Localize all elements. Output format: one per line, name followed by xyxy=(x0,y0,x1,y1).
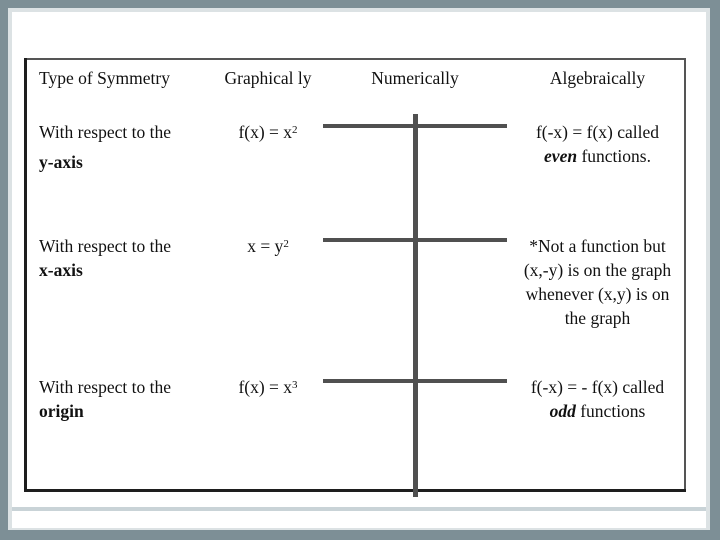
algebra-cell xyxy=(511,114,685,228)
type-line1: With respect to the xyxy=(39,121,171,142)
t-chart-vertical-line xyxy=(413,226,418,377)
algebra-pre: f(-x) = - f(x) called xyxy=(530,376,665,397)
header-row xyxy=(26,59,686,114)
equation-exponent: 2 xyxy=(292,123,298,136)
algebra-cell xyxy=(511,369,685,491)
symmetry-type-cell xyxy=(26,228,218,369)
t-chart-vertical-line xyxy=(413,367,418,497)
equation-base: f(x) = x xyxy=(238,121,293,142)
equation-base: x = y xyxy=(247,235,284,256)
t-chart xyxy=(325,234,505,369)
t-chart-vertical-line xyxy=(413,114,418,236)
type-line1: With respect to the xyxy=(39,376,171,397)
graph-equation-cell xyxy=(217,369,319,491)
type-line2: x-axis xyxy=(39,259,83,280)
numeric-cell xyxy=(319,228,511,369)
algebra-emphasis: odd xyxy=(549,400,576,421)
table-row xyxy=(26,114,686,228)
algebra-cell: *Not a function but (x,-y) is on the graph whenever (x,y) is on the graph xyxy=(523,235,672,328)
algebra-post: functions. xyxy=(577,145,651,166)
symmetry-table xyxy=(24,58,686,492)
numeric-cell xyxy=(319,114,511,228)
algebra-post: functions xyxy=(575,400,646,421)
header-numerical: Numerically xyxy=(371,68,459,88)
equation-exponent: 3 xyxy=(292,378,298,391)
equation-exponent: 2 xyxy=(283,237,289,250)
type-line2: y-axis xyxy=(39,151,83,172)
type-line1: With respect to the xyxy=(39,235,171,256)
header-type: Type of Symmetry xyxy=(39,68,170,88)
t-chart xyxy=(325,375,505,489)
algebra-pre: f(-x) = f(x) called xyxy=(535,121,660,142)
equation-base: f(x) = x xyxy=(238,376,293,397)
numeric-cell xyxy=(319,369,511,491)
t-chart xyxy=(325,120,505,228)
symmetry-type-cell xyxy=(26,114,218,228)
table-row xyxy=(26,228,686,369)
header-graphical: Graphical ly xyxy=(224,68,312,88)
algebra-emphasis: even xyxy=(544,145,578,166)
type-line2: origin xyxy=(39,400,84,421)
graph-equation-cell xyxy=(217,228,319,369)
bottom-rule xyxy=(12,507,706,511)
header-algebraic: Algebraically xyxy=(549,68,646,88)
graph-equation-cell xyxy=(217,114,319,228)
table-row xyxy=(26,369,686,491)
symmetry-type-cell xyxy=(26,369,218,491)
